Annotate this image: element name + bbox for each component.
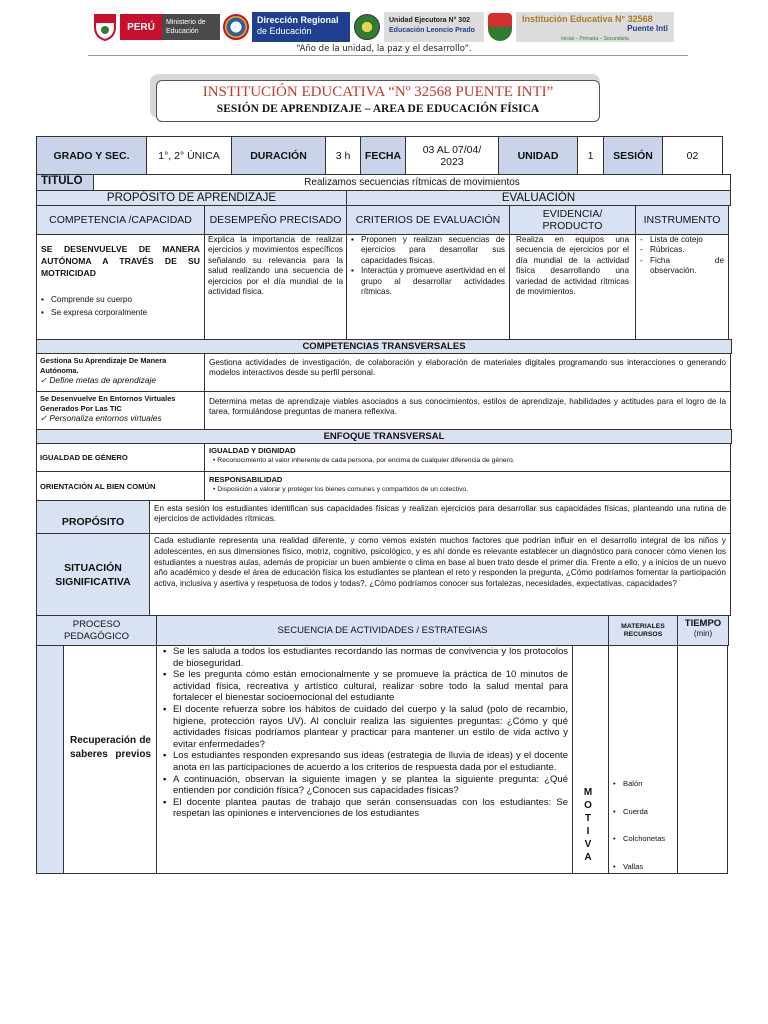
actividad-item: ▪ El docente plantea pautas de trabajo que serán consensuadas con los estudiantes: Se respetan las opiniones e intervenciones de los estudiantes bbox=[163, 797, 568, 820]
duracion-label: DURACIÓN bbox=[231, 136, 326, 175]
criterios-cell bbox=[346, 234, 510, 340]
proposito-label: PROPÓSITO bbox=[36, 500, 150, 534]
enfoque-desc: Reconocimiento al valor inherente de cada persona, por encima de cualquier diferencia de género. bbox=[217, 456, 515, 464]
transversal-capacidad: ✓ Personaliza entornos virtuales bbox=[40, 413, 162, 423]
ugel-line1: Unidad Ejecutora N° 302 bbox=[389, 17, 470, 24]
enfoque-header-row bbox=[36, 429, 732, 443]
session-title: SESIÓN DE APRENDIZAJE – AREA DE EDUCACIÓN FÍSICA bbox=[216, 103, 540, 115]
actividad-item: ▪ El docente refuerza sobre los hábitos de cuidado del cuerpo y la salud (polo de recambio, higiene, protección rayos UV). Al concluir realiza las siguientes preguntas: ¿Cómo y qué actividades físicas podríamos plantear y practicar para mantener un estilo de vida activo y evitar enfermedades? bbox=[163, 704, 568, 750]
proposito-row bbox=[36, 500, 732, 533]
enfoque-header: ENFOQUE TRANSVERSAL bbox=[36, 429, 732, 444]
tiempo-cell bbox=[677, 645, 728, 874]
header-divider bbox=[88, 55, 688, 56]
institution-logo bbox=[516, 12, 674, 42]
transversal-capacidad-text: Personaliza entornos virtuales bbox=[49, 413, 162, 423]
proceso-side-cell bbox=[36, 645, 64, 874]
transversales-header: COMPETENCIAS TRANSVERSALES bbox=[36, 339, 732, 354]
header-logos bbox=[90, 10, 680, 44]
enfoque-value: RESPONSABILIDAD bbox=[209, 475, 283, 484]
dre-title: Dirección Regional bbox=[257, 15, 339, 25]
proceso-header: PROCESO PEDAGÓGICO bbox=[36, 615, 157, 646]
column-header-row bbox=[36, 205, 732, 234]
fecha-label: FECHA bbox=[360, 136, 406, 175]
institution-crest-icon bbox=[488, 13, 512, 41]
peru-logo: PERÚ bbox=[120, 14, 162, 40]
dre-logo bbox=[252, 12, 350, 42]
desempeno-header: DESEMPEÑO PRECISADO bbox=[204, 205, 347, 235]
capacidad-item: ▪ Comprende su cuerpo bbox=[41, 293, 200, 306]
dre-seal-icon bbox=[223, 14, 249, 40]
titulo-value: Realizamos secuencias rítmicas de movimientos bbox=[93, 174, 731, 191]
actividad-item: ▪ Los estudiantes responden expresando sus ideas (estrategia de lluvia de ideas) y el docente anota en las participaciones de acuerdo a los criterios de respuesta dada por el estudiante. bbox=[163, 750, 568, 773]
enfoque-name: ORIENTACIÓN AL BIEN COMÚN bbox=[36, 471, 205, 501]
enfoque-desc: Disposición a valorar y proteger los bienes comunes y compartidos de un colectivo. bbox=[217, 485, 469, 493]
enfoque-desc-line: • Disposición a valorar y proteger los bienes comunes y compartidos de un colectivo. bbox=[213, 485, 469, 493]
unidad-label: UNIDAD bbox=[498, 136, 578, 175]
transversal-desc: Determina metas de aprendizaje viables asociados a sus conocimientos, estilos de aprendizaje, habilidades y actitudes para el logro de la tarea, formulándose preguntas de manera reflexiva. bbox=[204, 391, 731, 430]
competencia-title: SE DESENVUELVE DE MANERA AUTÓNOMA A TRAVÉS DE SU MOTRICIDAD bbox=[41, 244, 200, 278]
section-header-row bbox=[36, 190, 732, 205]
evaluacion-header: EVALUACIÓN bbox=[346, 190, 731, 206]
material-item: • Cuerda bbox=[613, 798, 674, 826]
instrumento-header: INSTRUMENTO bbox=[635, 205, 729, 235]
enfoque-name: IGUALDAD DE GÉNERO bbox=[36, 443, 205, 472]
transversal-capacidad: ✓ Define metas de aprendizaje bbox=[40, 375, 156, 385]
actividades-list bbox=[163, 646, 568, 820]
transversal-title: Se Desenvuelve En Entornos Virtuales Generados Por Las TIC bbox=[40, 394, 176, 413]
enfoque-row bbox=[36, 443, 732, 471]
transversal-row bbox=[36, 353, 732, 391]
session-table bbox=[36, 136, 732, 873]
capacidad-item: ▪ Se expresa corporalmente bbox=[41, 306, 200, 319]
instrumento-item: - Rúbricas. bbox=[640, 245, 724, 255]
transversal-competencia bbox=[36, 353, 205, 392]
secuencia-header-row bbox=[36, 615, 732, 645]
ugel-logo bbox=[384, 12, 484, 42]
evidencia-header: EVIDENCIA/ PRODUCTO bbox=[509, 205, 636, 235]
sesion-label: SESIÓN bbox=[603, 136, 663, 175]
transversal-capacidad-text: Define metas de aprendizaje bbox=[49, 375, 156, 385]
materiales-cell bbox=[608, 645, 678, 874]
criterios-header: CRITERIOS DE EVALUACIÓN bbox=[346, 205, 510, 235]
ministerio-logo: Ministerio de Educación bbox=[162, 14, 220, 40]
grado-value: 1°, 2° ÚNICA bbox=[146, 136, 232, 175]
enfoque-value: IGUALDAD Y DIGNIDAD bbox=[209, 446, 296, 455]
instrumentos-list bbox=[640, 235, 724, 277]
transversal-title: Gestiona Su Aprendizaje De Manera Autónoma. bbox=[40, 356, 167, 375]
duracion-value: 3 h bbox=[325, 136, 361, 175]
capacidades-list bbox=[41, 293, 200, 319]
criterios-list bbox=[351, 235, 505, 297]
enfoque-detail bbox=[204, 443, 731, 472]
dre-subtitle: de Educación bbox=[257, 26, 312, 36]
competencia-cell bbox=[36, 234, 205, 340]
situacion-text: Cada estudiante representa una realidad diferente, y como vemos existen muchos factores que podrían influir en el desarrollo integral de los niños y adolescentes, en sus dimensiones físico, motriz, cognitivo, psicológico, y es ahí donde es relevante establecer un diagnóstico para conocer cómo vienen los estudiantes a nuestras aulas, además de propiciar un buen ambiente o clima en base al buen trato desde el primer día. Frente a ello, y a inicios de un nuevo año académico y desde el área de educación física los estudiantes se plantean el reto y responden la pregunta, ¿Cómo podríamos fomentar la participación activa, inclusiva y asertiva y respetuosa de todos y todas?, ¿Cómo podríamos conocer sus fortalezas, necesidades, expectativas, capacidades? bbox=[149, 533, 731, 616]
evidencia-cell: Realiza en equipos una secuencia de ejercicios por el día mundial de la actividad física desarrollando una variedad de actividad rítmicas de movimientos. bbox=[509, 234, 636, 340]
enfoque-detail bbox=[204, 471, 731, 501]
situacion-label: SITUACIÓN SIGNIFICATIVA bbox=[36, 533, 150, 616]
fase-cell bbox=[63, 645, 157, 874]
secuencia-header: SECUENCIA DE ACTIVIDADES / ESTRATEGIAS bbox=[156, 615, 609, 646]
competencia-row bbox=[36, 234, 732, 339]
material-item: • Balón bbox=[613, 770, 674, 798]
material-item: • Colchonetas bbox=[613, 825, 674, 853]
info-row bbox=[36, 136, 732, 174]
transversal-competencia bbox=[36, 391, 205, 430]
enfoque-row bbox=[36, 471, 732, 500]
desempeno-cell: Explica la importancia de realizar ejercicios y movimientos específicos señalando su relevancia para la salud realizando una secuencia de ejercicios por el día mundial de la actividad física. bbox=[204, 234, 347, 340]
actividad-item: ▪ Se les saluda a todos los estudiantes recordando las normas de convivencia y los protocolos de bioseguridad. bbox=[163, 646, 568, 669]
fecha-value: 03 AL 07/04/ 2023 bbox=[405, 136, 499, 175]
criterio-item: ▪ Proponen y realizan secuencias de ejercicios para desarrollar sus capacidades físicas. bbox=[351, 235, 505, 266]
transversales-header-row bbox=[36, 339, 732, 353]
enfoque-desc-line: • Reconocimiento al valor inherente de cada persona, por encima de cualquier diferencia de género. bbox=[213, 456, 515, 464]
inst-line3: Inicial – Primaria – Secundaria bbox=[561, 36, 629, 42]
peru-coat-of-arms-icon bbox=[90, 11, 120, 43]
situacion-row bbox=[36, 533, 732, 615]
actividad-item: ▪ Se les pregunta cómo están emocionalmente y se promueve la práctica de 10 minutos de actividad física, recreativa y artístico cultural, realizar sobre todo la salud mental para fortalecer el bienestar socioemocional del estudiante bbox=[163, 669, 568, 704]
proposito-text: En esta sesión los estudiantes identifican sus capacidades físicas y realizan ejercicios para desarrollar sus capacidades físicas, planteando una rutina de ejercicios de actividades rítmicas. bbox=[149, 500, 731, 534]
instrumento-cell bbox=[635, 234, 729, 340]
tiempo-header: TIEMPO bbox=[684, 618, 722, 629]
instrumento-item: - Ficha de observación. bbox=[640, 256, 724, 277]
materiales-header: MATERIALES RECURSOS bbox=[608, 615, 678, 646]
tiempo-unit: (min) bbox=[693, 629, 713, 638]
motiva-label: M O T I V A bbox=[583, 787, 593, 863]
transversal-row bbox=[36, 391, 732, 429]
fase-label: Recuperación de saberes previos bbox=[70, 735, 151, 760]
title-box bbox=[156, 80, 600, 122]
instrumento-item: - Lista de cotejo bbox=[640, 235, 724, 245]
titulo-row bbox=[36, 174, 732, 190]
secuencia-row bbox=[36, 645, 732, 873]
motiva-cell bbox=[572, 645, 609, 874]
titulo-label: TÍTULO bbox=[36, 174, 94, 191]
material-item: • Vallas bbox=[613, 853, 674, 875]
unidad-value: 1 bbox=[577, 136, 604, 175]
sesion-value: 02 bbox=[662, 136, 723, 175]
institution-title: INSTITUCIÓN EDUCATIVA “Nº 32568 PUENTE INTI” bbox=[202, 84, 554, 100]
competencia-header: COMPETENCIA /CAPACIDAD bbox=[36, 205, 205, 235]
inst-line2: Puente Inti bbox=[627, 24, 668, 33]
ugel-seal-icon bbox=[354, 14, 380, 40]
actividades-cell bbox=[156, 645, 573, 874]
criterio-item: ▪ Interactúa y promueve asertividad en el grupo al desarrollar actividades rítmicas. bbox=[351, 266, 505, 297]
grado-label: GRADO Y SEC. bbox=[36, 136, 147, 175]
tiempo-header-cell bbox=[677, 615, 729, 646]
year-motto: “Año de la unidad, la paz y el desarrollo”. bbox=[296, 44, 472, 54]
inst-line1: Institución Educativa N° 32568 bbox=[522, 14, 653, 24]
actividad-item: ▪ A continuación, observan la siguiente imagen y se plantea la siguiente pregunta: ¿Qué entienden por condición física? ¿Conocen sus capacidades físicas? bbox=[163, 774, 568, 797]
materiales-list bbox=[613, 770, 674, 874]
proposito-aprendizaje-header: PROPÓSITO DE APRENDIZAJE bbox=[36, 190, 347, 206]
transversal-desc: Gestiona actividades de investigación, de colaboración y elaboración de materiales digitales programando sus interacciones o generando modelos interactivos desde su perfil personal. bbox=[204, 353, 731, 392]
ugel-line2: Educación Leoncio Prado bbox=[389, 27, 475, 34]
